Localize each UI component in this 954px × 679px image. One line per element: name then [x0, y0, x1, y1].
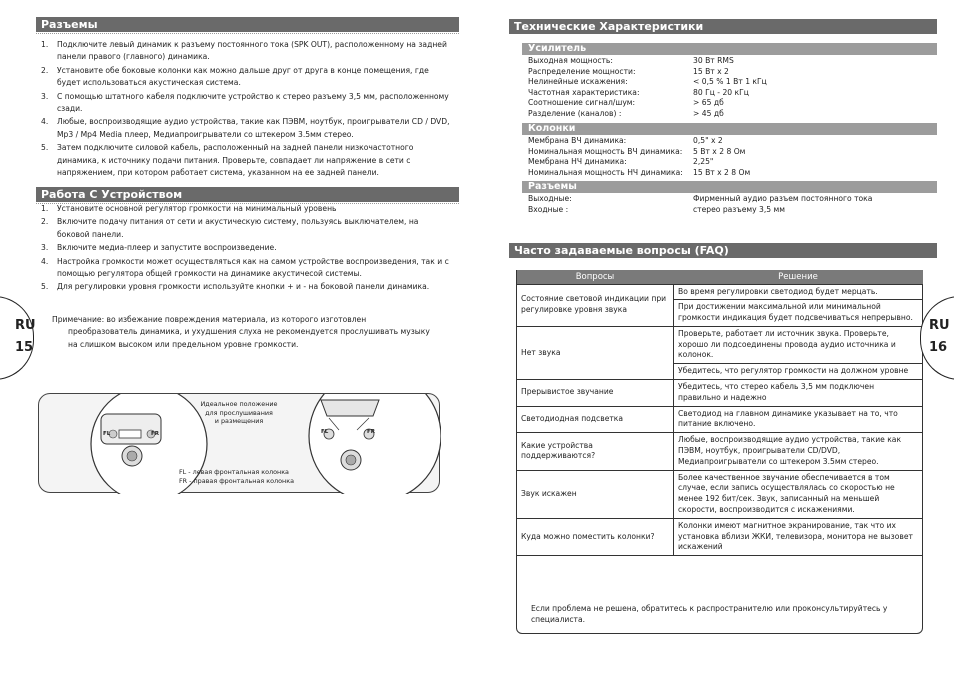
list-item: [41, 39, 451, 64]
spec-key: Разделение (каналов) :: [528, 108, 622, 118]
spec-value: стерео разъему 3,5 мм: [693, 204, 785, 214]
spec-key: Мембрана НЧ динамика:: [528, 157, 627, 167]
spec-row: [528, 77, 767, 88]
spec-row: [528, 109, 767, 120]
faq-answer: Колонки имеют магнитное экранирование, так что их установка вблизи ЖКИ, телевизора, монитора не вызовет искажений: [674, 518, 923, 555]
item-text: Установите основной регулятор громкости на минимальный уровень: [57, 204, 337, 213]
faq-row: [517, 406, 923, 433]
spec-key: Соотношение сигнал/шум:: [528, 98, 636, 108]
speakers-title: Колонки: [528, 123, 576, 134]
faq-row: [517, 380, 923, 407]
spec-key: Распределение мощности:: [528, 66, 636, 76]
speakers-header: [522, 123, 937, 135]
faq-head-row: [517, 270, 923, 284]
jacks-specs: [528, 194, 872, 215]
faq-bottom-note: Если проблема не решена, обратитесь к распространителю или проконсультируйтесь у специалиста.: [531, 604, 888, 624]
diagram-legend: [179, 468, 294, 485]
item-number: 5.: [41, 143, 49, 153]
item-number: 2.: [41, 217, 49, 227]
item-number: 4.: [41, 256, 49, 266]
faq-question: Звук искажен: [517, 470, 674, 518]
caption-line: Идеальное положение: [200, 400, 278, 408]
item-number: 2.: [41, 65, 49, 75]
faq-question: Состояние световой индикации при регулировке уровня звука: [517, 284, 674, 326]
ideal-position-caption: [189, 400, 289, 426]
faq-row: [517, 470, 923, 518]
spec-row: [528, 56, 767, 67]
label-fl: FL: [321, 429, 329, 435]
placement-diagram: [38, 393, 440, 493]
item-number: 1.: [41, 204, 49, 213]
spec-row: [528, 98, 767, 109]
faq-row: [517, 433, 923, 470]
label-fr: FR: [367, 429, 375, 435]
listener-head-inner: [346, 455, 356, 465]
caption-line: для прослушивания: [205, 408, 273, 417]
spec-key: Выходная мощность:: [528, 56, 613, 65]
specs-title: Технические Характеристики: [514, 20, 704, 33]
item-number: 5.: [41, 282, 49, 292]
spec-key: Выходные:: [528, 194, 572, 203]
faq-answer: Убедитесь, что стерео кабель 3,5 мм подключен правильно и надежно: [674, 380, 923, 407]
operation-title: Работа С Устройством: [41, 188, 183, 201]
faq-row: [517, 326, 923, 363]
spec-row: [528, 168, 750, 179]
lang-label: RU: [15, 318, 36, 333]
list-item: [41, 256, 451, 281]
subwoofer-unit: [101, 414, 161, 444]
spec-row: [528, 147, 750, 158]
divider: [36, 33, 459, 34]
spec-value: > 45 дб: [693, 108, 724, 118]
faq-answer: При достижении максимальной или минимальной громкости индикация будет подсвечиваться непрерывно.: [674, 300, 923, 327]
note-line: на слишком высоком или предельном уровне громкости.: [68, 339, 299, 349]
faq-answer: Светодиод на главном динамике указывает на то, что питание включено.: [674, 406, 923, 433]
col-questions: Вопросы: [517, 270, 674, 284]
amplifier-title: Усилитель: [528, 43, 587, 54]
jacks-header: [522, 181, 937, 193]
safety-note: [52, 314, 452, 351]
faq-question: Прерывистое звучание: [517, 380, 674, 407]
col-solutions: Решение: [674, 270, 923, 284]
spec-key: Номинальная мощность ВЧ динамика:: [528, 146, 683, 156]
connectors-header: [36, 17, 459, 32]
list-item: [41, 203, 451, 215]
item-number: 4.: [41, 117, 49, 127]
faq-row: [517, 284, 923, 300]
faq-question: Нет звука: [517, 326, 674, 379]
list-item: [41, 116, 451, 141]
spec-value: Фирменный аудио разъем постоянного тока: [693, 194, 873, 203]
faq-row: [517, 518, 923, 555]
faq-answer: Любые, воспроизводящие аудио устройства, такие как ПЭВМ, ноутбук, проигрыватели CD/DVD, Медиапроигрыватели со штекером 3.5мм стерео.: [674, 433, 923, 470]
faq-title: Часто задаваемые вопросы (FAQ): [514, 244, 729, 257]
spec-value: 30 Вт RMS: [693, 56, 734, 65]
spec-key: Частотная характеристика:: [528, 87, 640, 97]
page-number: 16: [929, 340, 948, 355]
spec-value: > 65 дб: [693, 98, 724, 108]
spec-value: 15 Вт x 2: [693, 66, 729, 76]
label-fr: FR: [151, 431, 159, 437]
list-item: [41, 242, 451, 254]
legend-line: FR - правая фронтальная колонка: [179, 476, 294, 485]
faq-table: [516, 270, 923, 556]
spec-value: 5 Вт x 2 8 Ом: [693, 146, 746, 156]
spec-row: [528, 194, 872, 205]
spec-key: Нелинейные искажения:: [528, 77, 628, 87]
item-text: Установите обе боковые колонки как можно дальше друг от друга в конце помещения, где будет использоваться акустическая система.: [57, 65, 429, 88]
item-number: 3.: [41, 243, 49, 253]
jacks-title: Разъемы: [528, 181, 577, 192]
operation-header: [36, 187, 459, 202]
amplifier-header: [522, 43, 937, 55]
item-text: Любые, воспроизводящие аудио устройства, такие как ПЭВМ, ноутбук, проигрыватели CD / DVD, Mp3 / Mp4 Media плеер, Медиапроигрыватели со штекером 3.5мм стерео.: [57, 117, 450, 139]
spec-row: [528, 157, 750, 168]
spec-row: [528, 67, 767, 78]
specs-header: [509, 19, 937, 34]
amplifier-specs: [528, 56, 767, 120]
faq-question: Куда можно поместить колонки?: [517, 518, 674, 555]
item-text: Подключите левый динамик к разъему постоянного тока (SPK OUT), расположенному на задней панели правого (главного) динамика.: [57, 40, 447, 62]
faq-answer: Во время регулировки светодиод будет мерцать.: [674, 284, 923, 300]
spec-value: 0,5" x 2: [693, 136, 723, 145]
item-number: 3.: [41, 91, 49, 101]
faq-question: Светодиодная подсветка: [517, 406, 674, 433]
listener-head-inner: [127, 451, 137, 461]
spec-value: 15 Вт x 2 8 Ом: [693, 167, 751, 177]
item-text: С помощью штатного кабеля подключите устройство к стерео разъему 3,5 мм, расположенному сзади.: [57, 91, 449, 114]
item-number: 1.: [41, 40, 49, 49]
connectors-list: [41, 39, 451, 180]
faq-header: [509, 243, 937, 258]
label-fl: FL: [103, 431, 111, 437]
faq-question: Какие устройства поддерживаются?: [517, 433, 674, 470]
note-line: Примечание: во избежание повреждения материала, из которого изготовлен: [52, 315, 367, 324]
faq-answer: Более качественное звучание обеспечивается в том случае, если запись осуществлялась со скоростью не менее 192 бит/сек. Звук, записанный на меньшей скорости, воспроизводится с искажениями.: [674, 470, 923, 518]
item-text: Затем подключите силовой кабель, расположенный на задней панели низкочастотного динамика, к источнику подачи питания. Проверьте, совпадает ли напряжение в сети с напряжением, при котором работает система, указанном на ее задней панели.: [57, 143, 414, 178]
speakers-specs: [528, 136, 750, 178]
note-line: преобразователь динамика, и ухудшения слуха не рекомендуется прослушивать музыку: [68, 327, 430, 337]
operation-list: [41, 203, 451, 295]
list-item: [41, 91, 451, 116]
monitor-screen: [321, 400, 379, 416]
legend-line: FL - левая фронтальная колонка: [179, 468, 289, 476]
list-item: [41, 65, 451, 90]
item-text: Для регулировки уровня громкости используйте кнопки + и - на боковой панели динамика.: [57, 282, 430, 292]
lang-label: RU: [929, 318, 950, 333]
spec-row: [528, 205, 872, 216]
spec-row: [528, 88, 767, 99]
spec-key: Номинальная мощность НЧ динамика:: [528, 167, 683, 177]
faq-answer: Убедитесь, что регулятор громкости на должном уровне: [674, 364, 923, 380]
spec-value: < 0,5 % 1 Вт 1 кГц: [693, 77, 767, 87]
spec-key: Входные :: [528, 204, 569, 214]
page-tab-right: [920, 296, 954, 380]
spec-key: Мембрана ВЧ динамика:: [528, 136, 627, 145]
speaker-port: [119, 430, 141, 438]
item-text: Включите медиа-плеер и запустите воспроизведение.: [57, 243, 277, 253]
spec-value: 80 Гц - 20 кГц: [693, 87, 749, 97]
caption-line: и размещения: [214, 417, 264, 426]
list-item: [41, 281, 451, 293]
item-text: Настройка громкости может осуществляться как на самом устройстве воспроизведения, так и с помощью регулятора общей громкости на динамике акустичесой системы.: [57, 256, 449, 279]
page-number: 15: [15, 340, 34, 355]
list-item: [41, 142, 451, 179]
page-tab-left: [0, 296, 34, 380]
faq-answer: Проверьте, работает ли источник звука. Проверьте, хорошо ли подсоединены провода аудио источника и колонок.: [674, 326, 923, 363]
spec-row: [528, 136, 750, 147]
spec-value: 2,25": [693, 157, 714, 167]
item-text: Включите подачу питания от сети и акустическую систему, пользуясь выключателем, на боковой панели.: [57, 217, 419, 239]
list-item: [41, 216, 451, 241]
connectors-title: Разъемы: [41, 18, 98, 31]
